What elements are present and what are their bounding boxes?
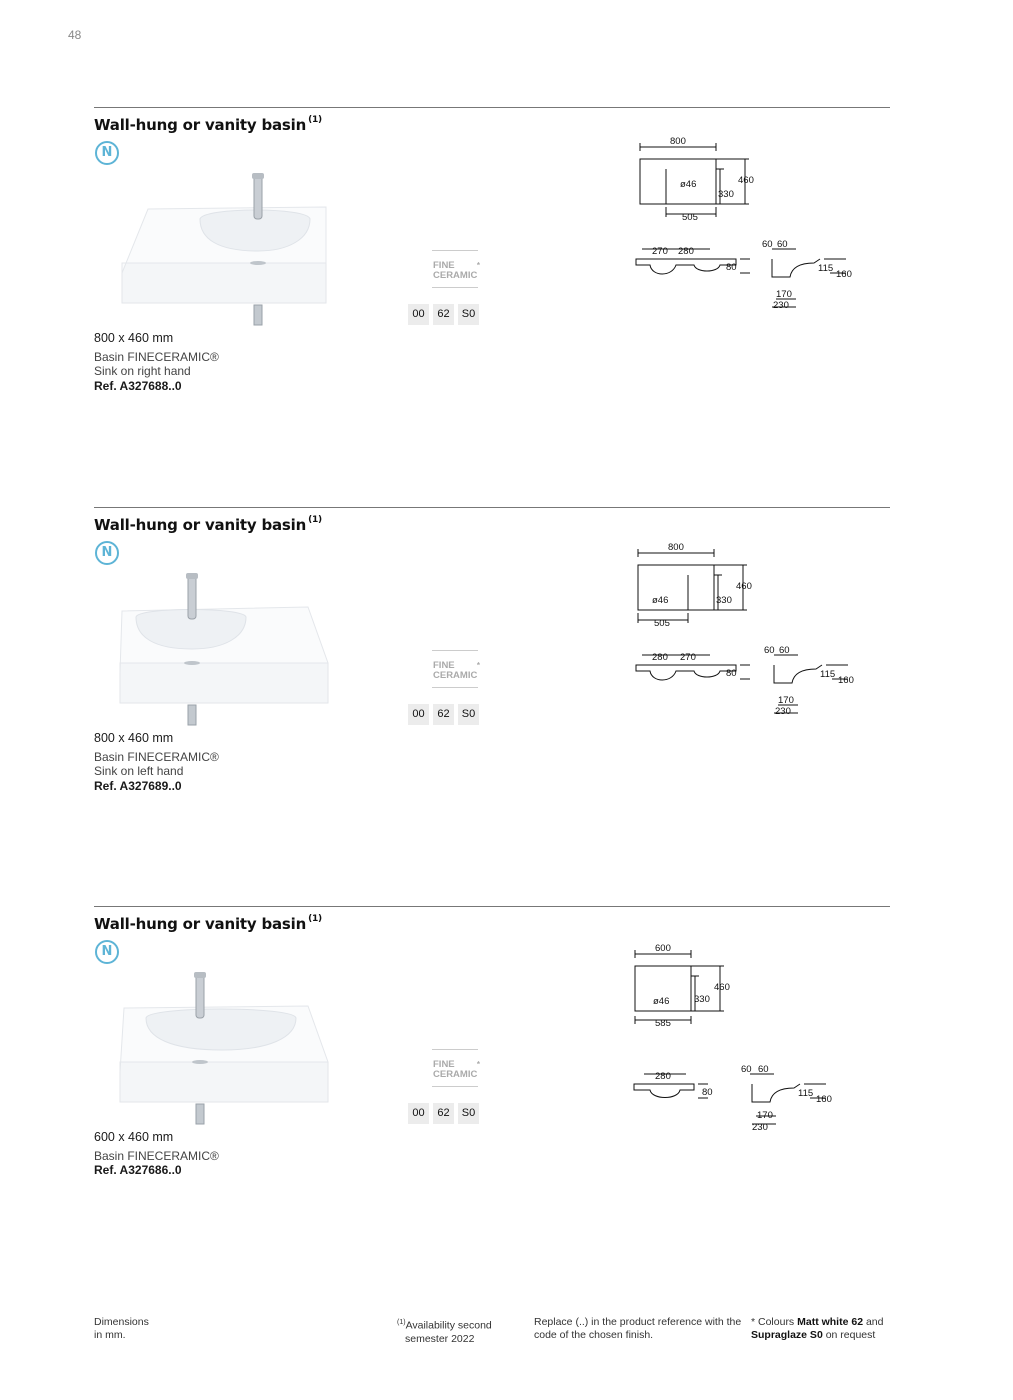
- svg-text:230: 230: [752, 1122, 768, 1133]
- product-material: Basin FINECERAMIC®: [94, 749, 219, 764]
- svg-text:115: 115: [818, 263, 834, 274]
- finish-code: 62: [433, 1103, 454, 1124]
- svg-text:600: 600: [655, 943, 671, 954]
- svg-text:60: 60: [758, 1064, 769, 1075]
- finish-code: S0: [458, 704, 479, 725]
- finish-codes: [408, 304, 479, 325]
- product-spec: [94, 731, 219, 793]
- svg-text:60: 60: [779, 645, 790, 656]
- new-badge-icon: N: [95, 940, 119, 964]
- svg-text:280: 280: [652, 652, 668, 663]
- svg-text:60: 60: [762, 239, 773, 250]
- product-variant: Sink on left hand: [94, 764, 184, 778]
- svg-text:460: 460: [714, 982, 730, 993]
- product-material: Basin FINECERAMIC®: [94, 1148, 219, 1163]
- technical-drawing: [600, 936, 900, 1133]
- svg-text:170: 170: [778, 695, 794, 706]
- svg-text:160: 160: [816, 1094, 832, 1105]
- svg-text:800: 800: [668, 542, 684, 553]
- product-reference: Ref. A327689..0: [94, 778, 182, 793]
- fine-ceramic-material: FINE CERAMIC *: [432, 650, 478, 688]
- svg-text:ø46: ø46: [653, 996, 670, 1007]
- svg-text:460: 460: [738, 175, 754, 186]
- product-spec: [94, 331, 219, 393]
- product-material: Basin FINECERAMIC®: [94, 349, 219, 364]
- svg-text:505: 505: [654, 618, 670, 629]
- section-divider: [94, 507, 890, 508]
- product-title: Wall-hung or vanity basin $^{(1)}$: [94, 115, 322, 134]
- footer-colours-note: * Colours Matt white 62 and Supraglaze S0 on request: [751, 1316, 884, 1341]
- svg-text:585: 585: [655, 1018, 671, 1029]
- svg-text:270: 270: [652, 246, 668, 257]
- svg-text:170: 170: [757, 1110, 773, 1121]
- fine-ceramic-material: FINE CERAMIC *: [432, 1049, 478, 1087]
- new-badge-icon: N: [95, 141, 119, 165]
- footer-dimensions: Dimensions in mm.: [94, 1316, 149, 1341]
- svg-text:60: 60: [777, 239, 788, 250]
- footer-availability: $^{(1)}$Availability second semester 2022: [397, 1319, 492, 1345]
- finish-code: S0: [458, 1103, 479, 1124]
- product-section-1: [0, 107, 1013, 487]
- svg-text:270: 270: [680, 652, 696, 663]
- product-size: 800 x 460 mm: [94, 331, 174, 345]
- finish-code: 00: [408, 304, 429, 325]
- svg-text:230: 230: [773, 300, 789, 311]
- svg-text:170: 170: [776, 289, 792, 300]
- svg-text:460: 460: [736, 581, 752, 592]
- svg-text:115: 115: [798, 1088, 814, 1099]
- finish-code: S0: [458, 304, 479, 325]
- section-divider: [94, 107, 890, 108]
- product-title: Wall-hung or vanity basin $^{(1)}$: [94, 515, 322, 534]
- fine-ceramic-material: FINE CERAMIC *: [432, 250, 478, 288]
- svg-text:230: 230: [775, 706, 791, 717]
- product-spec: [94, 1130, 219, 1178]
- basin-photo: [118, 167, 330, 327]
- product-reference: Ref. A327686..0: [94, 1163, 182, 1177]
- footer-replace-note: Replace (..) in the product reference with the code of the chosen finish.: [534, 1316, 742, 1341]
- product-title: Wall-hung or vanity basin $^{(1)}$: [94, 914, 322, 933]
- finish-code: 00: [408, 1103, 429, 1124]
- basin-photo: [118, 567, 330, 727]
- svg-text:330: 330: [694, 994, 710, 1005]
- svg-text:800: 800: [670, 136, 686, 147]
- svg-text:ø46: ø46: [652, 595, 669, 606]
- finish-code: 62: [433, 704, 454, 725]
- finish-codes: [408, 1103, 479, 1124]
- basin-photo: [118, 966, 330, 1126]
- svg-text:80: 80: [726, 668, 737, 679]
- product-section-2: [0, 507, 1013, 887]
- product-size: 800 x 460 mm: [94, 731, 174, 745]
- svg-text:505: 505: [682, 212, 698, 223]
- svg-text:280: 280: [655, 1071, 671, 1082]
- svg-text:60: 60: [741, 1064, 752, 1075]
- product-section-3: [0, 906, 1013, 1286]
- product-variant: Sink on right hand: [94, 364, 191, 378]
- section-divider: [94, 906, 890, 907]
- svg-text:60: 60: [764, 645, 775, 656]
- svg-text:80: 80: [702, 1087, 713, 1098]
- svg-text:330: 330: [718, 189, 734, 200]
- technical-drawing: [600, 537, 900, 717]
- svg-text:ø46: ø46: [680, 179, 697, 190]
- page-number: 48: [68, 28, 82, 42]
- product-size: 600 x 460 mm: [94, 1130, 174, 1144]
- finish-codes: [408, 704, 479, 725]
- technical-drawing: [600, 137, 900, 317]
- svg-text:330: 330: [716, 595, 732, 606]
- new-badge-icon: N: [95, 541, 119, 565]
- product-reference: Ref. A327688..0: [94, 378, 182, 393]
- svg-text:280: 280: [678, 246, 694, 257]
- svg-text:80: 80: [726, 262, 737, 273]
- finish-code: 62: [433, 304, 454, 325]
- svg-text:115: 115: [820, 669, 836, 680]
- finish-code: 00: [408, 704, 429, 725]
- svg-text:160: 160: [838, 675, 854, 686]
- svg-text:160: 160: [836, 269, 852, 280]
